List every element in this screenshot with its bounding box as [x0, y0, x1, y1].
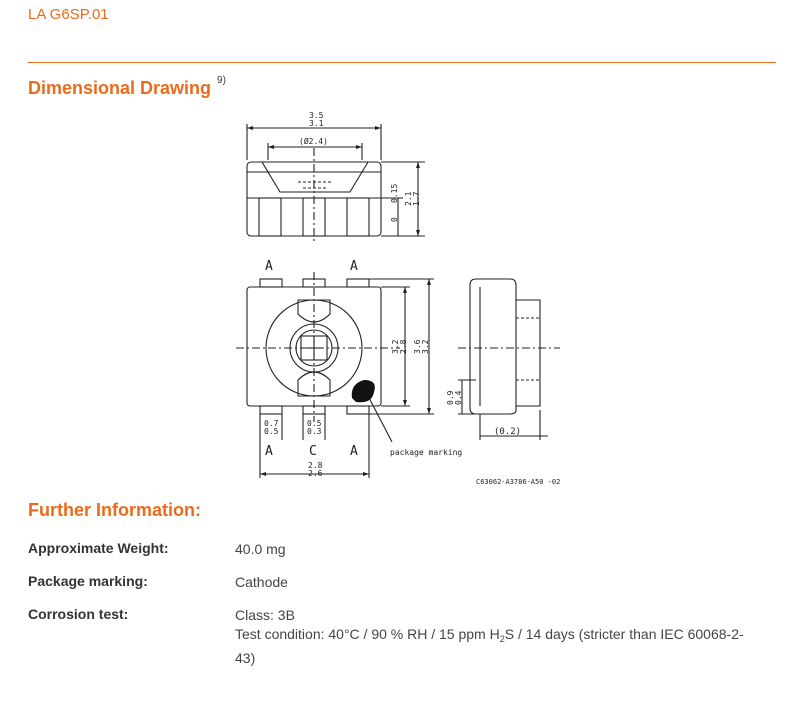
dim-body-height-max: 3.2	[391, 339, 400, 354]
dimensional-drawing	[228, 100, 588, 495]
dim-standoff-min: 0	[390, 217, 399, 222]
dim-body-width-min: 2.6	[308, 469, 323, 478]
pin-label-bottom-left: A	[265, 444, 273, 459]
front-lead-top-right	[347, 279, 369, 287]
marking-value: Cathode	[235, 574, 288, 590]
document-id: LA G6SP.01	[28, 6, 109, 23]
package-marking-symbol	[352, 380, 375, 402]
corrosion-condition: Test condition: 40°C / 90 % RH / 15 ppm $H_2S / 14$ days (stricter than IEC 60068-2-43)	[235, 626, 744, 666]
corrosion-label: Corrosion test:	[28, 606, 129, 622]
further-information-heading: Further Information:	[28, 500, 201, 520]
dim-lens-diameter: (Ø2.4)	[299, 137, 328, 146]
dim-standoff-max: 0.15	[390, 183, 399, 203]
top-view-lead-right	[347, 198, 369, 236]
front-lead-top-left	[260, 279, 282, 287]
dim-center-lead-min: 0.3	[307, 427, 322, 436]
dimensional-drawing-title: Dimensional Drawing	[28, 78, 212, 98]
dim-lead-width-max: 0.7	[264, 419, 279, 428]
pin-label-bottom-right: A	[350, 444, 358, 459]
dim-overall-height-max: 3.6	[413, 339, 422, 354]
dim-top-width-max: 3.5	[309, 111, 324, 120]
pin-label-top-right: A	[350, 259, 358, 274]
dim-side: (0.2)	[494, 427, 522, 437]
weight-value: 40.0 mg	[235, 541, 286, 557]
dim-height-min: 1.7	[412, 191, 421, 206]
dim-lead-offset-min: 0.4	[454, 390, 463, 405]
weight-label: Approximate Weight:	[28, 540, 169, 556]
dim-body-height-min: 2.8	[399, 339, 408, 354]
footnote-ref: 9)	[217, 75, 226, 86]
front-lead-bottom-right	[347, 406, 369, 414]
corrosion-value	[235, 606, 755, 668]
drawing-code: C63062-A3786-A50 -02	[476, 478, 561, 486]
marking-label: Package marking:	[28, 573, 148, 589]
dim-top-width-min: 3.1	[309, 119, 324, 128]
dim-body-width-max: 2.8	[308, 461, 323, 470]
dim-height-max: 2.1	[404, 191, 413, 206]
dim-lead-width-min: 0.5	[264, 427, 279, 436]
package-marking-label: package marking	[390, 448, 463, 457]
dim-lead-offset-max: 0.9	[446, 390, 455, 405]
dim-overall-height-min: 3.2	[421, 339, 430, 354]
header-divider	[28, 62, 776, 63]
top-view-lead-left	[259, 198, 281, 236]
dim-center-lead-max: 0.5	[307, 419, 322, 428]
dimensional-drawing-heading	[28, 75, 226, 99]
side-view-body	[470, 279, 516, 414]
pin-label-top-left: A	[265, 259, 273, 274]
pin-label-bottom-center: C	[309, 444, 317, 459]
corrosion-class: Class: 3B	[235, 607, 295, 623]
front-lead-bottom-left	[260, 406, 282, 414]
